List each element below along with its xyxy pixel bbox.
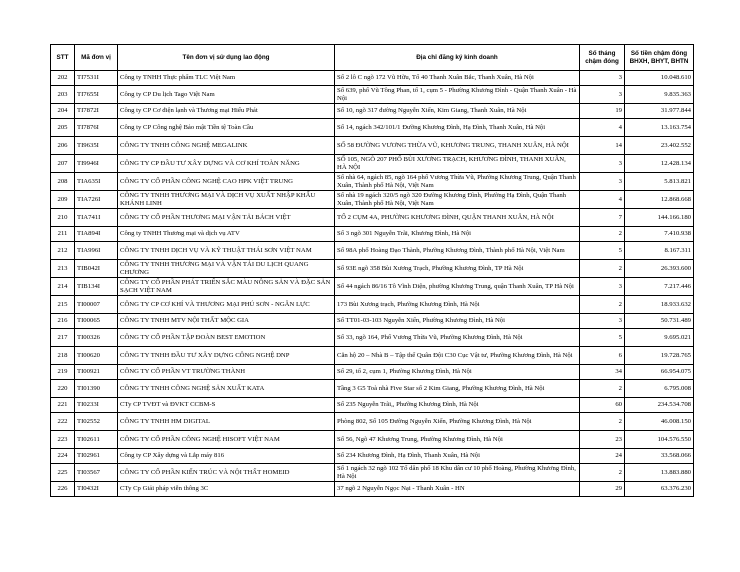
cell-unit-name: CÔNG TY CỔ PHẦN THƯƠNG MẠI VẬN TẢI BÁCH VIỆT: [118, 209, 335, 227]
cell-unit-code: TI00921: [75, 365, 118, 380]
cell-months-late: 14: [580, 137, 625, 155]
cell-stt: 223: [51, 431, 75, 449]
table-row: [51, 242, 694, 260]
debt-table-sheet: [50, 44, 693, 497]
table-row: [51, 347, 694, 365]
cell-amount-late: 46.008.150: [625, 413, 694, 431]
table-body: [51, 71, 694, 497]
table-row: [51, 431, 694, 449]
table-row: [51, 482, 694, 497]
table-row: [51, 380, 694, 398]
cell-amount-late: 19.728.765: [625, 347, 694, 365]
cell-unit-name: CÔNG TY CP ĐẦU TƯ XÂY DỰNG VÀ CƠ KHÍ TOÀN NĂNG: [118, 155, 335, 173]
cell-unit-code: TI01390: [75, 380, 118, 398]
cell-months-late: 3: [580, 173, 625, 191]
cell-address: 173 Bùi Xương trạch, Phường Khương Đình, Hà Nội: [335, 296, 580, 314]
cell-address: 37 ngõ 2 Nguyễn Ngọc Nại - Thanh Xuân - HN: [335, 482, 580, 497]
cell-unit-code: TIA741I: [75, 209, 118, 227]
cell-amount-late: 23.402.552: [625, 137, 694, 155]
cell-months-late: 23: [580, 431, 625, 449]
cell-address: Số 10, ngõ 317 đường Nguyễn Xiển, Kim Giang, Thanh Xuân, Hà Nội: [335, 104, 580, 119]
cell-months-late: 5: [580, 242, 625, 260]
cell-address: Số TT01-03-103 Nguyễn Xiển, Phường Khương Đình, Hà Nội: [335, 314, 580, 329]
cell-address: SỐ 105, NGÕ 207 PHỐ BÙI XƯƠNG TRẠCH, KHƯƠNG ĐÌNH, THANH XUÂN, HÀ NỘI: [335, 155, 580, 173]
cell-amount-late: 66.954.075: [625, 365, 694, 380]
cell-amount-late: 31.977.844: [625, 104, 694, 119]
cell-address: Số 93E ngõ 358 Bùi Xương Trạch, Phường Khương Đình, TP Hà Nội: [335, 260, 580, 278]
cell-unit-name: CÔNG TY TNHH CÔNG NGHỆ SẢN XUẤT KATA: [118, 380, 335, 398]
cell-address: TỔ 2 CỤM 4A, PHƯỜNG KHƯƠNG ĐÌNH, QUẬN THANH XUÂN, HÀ NỘI: [335, 209, 580, 227]
cell-unit-code: TI00065: [75, 314, 118, 329]
cell-address: Số nhà 19 ngách 320/5 ngõ 320 Đường Khương Đình, Phường Hạ Đình, Quận Thanh Xuân, Thành phố Hà Nội, Việt Nam: [335, 191, 580, 209]
cell-stt: 212: [51, 242, 75, 260]
cell-months-late: 6: [580, 347, 625, 365]
table-row: [51, 296, 694, 314]
cell-unit-code: TI0432I: [75, 482, 118, 497]
cell-stt: 219: [51, 365, 75, 380]
cell-amount-late: 13.163.754: [625, 119, 694, 137]
cell-address: Số 44 ngách 86/16 Tô Vĩnh Diện, phường Khương Trung, quận Thanh Xuân, TP Hà Nội: [335, 278, 580, 296]
cell-months-late: 3: [580, 155, 625, 173]
cell-stt: 214: [51, 278, 75, 296]
cell-months-late: 3: [580, 278, 625, 296]
cell-unit-name: CÔNG TY CỔ PHẦN VT TRƯỜNG THÀNH: [118, 365, 335, 380]
cell-unit-code: TIB042I: [75, 260, 118, 278]
cell-amount-late: 104.576.550: [625, 431, 694, 449]
cell-unit-code: TI02552: [75, 413, 118, 431]
cell-stt: 216: [51, 314, 75, 329]
cell-address: Số 639, phố Vũ Tông Phan, tổ 1, cụm 5 - Phường Khương Đình - Quận Thanh Xuân - Hà Nội: [335, 86, 580, 104]
cell-months-late: 7: [580, 209, 625, 227]
cell-stt: 222: [51, 413, 75, 431]
cell-address: Căn hộ 20 – Nhà B – Tập thể Quân Đội C30 Cục Vật tư, Phường Khương Đình, Hà Nội: [335, 347, 580, 365]
cell-unit-code: TI7876I: [75, 119, 118, 137]
cell-unit-name: CTy Cp Giải pháp viễn thông 3C: [118, 482, 335, 497]
cell-unit-code: TI7655I: [75, 86, 118, 104]
cell-unit-name: CÔNG TY TNHH DỊCH VỤ VÀ KỸ THUẬT THÁI SƠN VIỆT NAM: [118, 242, 335, 260]
cell-address: Số 33, ngõ 164, Phố Vương Thừa Vũ, Phường Khương Đình, Hà Nội: [335, 329, 580, 347]
cell-amount-late: 234.534.708: [625, 398, 694, 413]
cell-months-late: 2: [580, 296, 625, 314]
cell-months-late: 2: [580, 260, 625, 278]
cell-amount-late: 7.217.446: [625, 278, 694, 296]
table-row: [51, 413, 694, 431]
cell-stt: 220: [51, 380, 75, 398]
table-row: [51, 209, 694, 227]
cell-stt: 210: [51, 209, 75, 227]
cell-stt: 204: [51, 104, 75, 119]
cell-amount-late: 50.731.489: [625, 314, 694, 329]
table-row: [51, 227, 694, 242]
cell-unit-name: Công ty CP Xây dựng và Lắp máy 816: [118, 449, 335, 464]
cell-unit-name: CÔNG TY TNHH CÔNG NGHỆ MEGALINK: [118, 137, 335, 155]
cell-unit-name: CÔNG TY TNHH HM DIGITAL: [118, 413, 335, 431]
cell-amount-late: 9.695.021: [625, 329, 694, 347]
cell-unit-name: CÔNG TY CỔ PHẦN PHÁT TRIỂN SẮC MÀU NÔNG SẢN VÀ ĐẶC SẢN SẠCH VIỆT NAM: [118, 278, 335, 296]
table-row: [51, 191, 694, 209]
cell-unit-code: TI02961: [75, 449, 118, 464]
cell-stt: 215: [51, 296, 75, 314]
cell-months-late: 2: [580, 227, 625, 242]
cell-unit-name: CÔNG TY TNHH THƯƠNG MẠI VÀ DỊCH VỤ XUẤT NHẬP KHẨU KHÁNH LINH: [118, 191, 335, 209]
cell-unit-code: TIA635I: [75, 173, 118, 191]
cell-amount-late: 13.883.880: [625, 464, 694, 482]
header-amount: Số tiền chậm đóng BHXH, BHYT, BHTN: [625, 45, 694, 71]
table-row: [51, 398, 694, 413]
table-row: [51, 314, 694, 329]
table-row: [51, 119, 694, 137]
cell-address: Số 3 ngõ 301 Nguyễn Trãi, Khương Đình, Hà Nội: [335, 227, 580, 242]
cell-stt: 221: [51, 398, 75, 413]
cell-address: Số 14, ngách 342/101/1 Đường Khương Đình, Hạ Đình, Thanh Xuân, Hà Nội: [335, 119, 580, 137]
table-row: [51, 278, 694, 296]
cell-address: Phòng 802, Số 105 Đường Nguyễn Xiển, Phường Khương Đình, Hà Nội: [335, 413, 580, 431]
cell-stt: 225: [51, 464, 75, 482]
cell-stt: 202: [51, 71, 75, 86]
cell-months-late: 4: [580, 119, 625, 137]
cell-unit-name: CÔNG TY CỔ PHẦN CÔNG NGHỆ HISOFT VIỆT NAM: [118, 431, 335, 449]
cell-amount-late: 8.167.311: [625, 242, 694, 260]
cell-stt: 213: [51, 260, 75, 278]
header-code: Mã đơn vị: [75, 45, 118, 71]
cell-months-late: 2: [580, 413, 625, 431]
cell-amount-late: 7.410.938: [625, 227, 694, 242]
table-row: [51, 137, 694, 155]
cell-address: Số 98A phố Hoàng Đạo Thành, Phường Khương Đình, Thành phố Hà Nội, Việt Nam: [335, 242, 580, 260]
cell-unit-code: TI00007: [75, 296, 118, 314]
cell-unit-name: CÔNG TY CỔ PHẦN KIẾN TRÚC VÀ NỘI THẤT HOMEID: [118, 464, 335, 482]
cell-unit-code: TI7872I: [75, 104, 118, 119]
cell-amount-late: 144.166.180: [625, 209, 694, 227]
table-row: [51, 173, 694, 191]
cell-unit-code: TIA894I: [75, 227, 118, 242]
cell-unit-name: CÔNG TY CỔ PHẦN TẬP ĐOÀN BEST EMOTION: [118, 329, 335, 347]
table-row: [51, 104, 694, 119]
table-row: [51, 329, 694, 347]
cell-unit-code: TIA996I: [75, 242, 118, 260]
cell-address: Số 29, tổ 2, cụm 1, Phường Khương Đình, Hà Nội: [335, 365, 580, 380]
cell-amount-late: 10.048.610: [625, 71, 694, 86]
cell-address: Tầng 3 G5 Toà nhà Five Star số 2 Kim Giang, Phường Khương Đình, Hà Nội: [335, 380, 580, 398]
cell-months-late: 3: [580, 71, 625, 86]
cell-stt: 208: [51, 173, 75, 191]
cell-unit-code: TI02611: [75, 431, 118, 449]
cell-unit-name: CÔNG TY CP CƠ KHÍ VÀ THƯƠNG MẠI PHÚ SƠN - NGÂN LỰC: [118, 296, 335, 314]
cell-address: Số 1 ngách 32 ngõ 102 Tổ dân phố 18 Khu dân cư 10 phố Hoàng, Phường Khương Đình, Hà Nội: [335, 464, 580, 482]
cell-stt: 203: [51, 86, 75, 104]
cell-stt: 209: [51, 191, 75, 209]
cell-months-late: 24: [580, 449, 625, 464]
cell-months-late: 4: [580, 191, 625, 209]
cell-unit-code: TI00326: [75, 329, 118, 347]
header-row: [51, 45, 694, 71]
cell-unit-code: TI9635I: [75, 137, 118, 155]
cell-unit-name: Công ty CP Công nghệ Bảo mật Tiền tệ Toàn Cầu: [118, 119, 335, 137]
cell-stt: 205: [51, 119, 75, 137]
table-row: [51, 464, 694, 482]
cell-unit-name: CTy CP TVĐT và ĐVKT CCBM-S: [118, 398, 335, 413]
table-row: [51, 260, 694, 278]
cell-amount-late: 26.393.600: [625, 260, 694, 278]
cell-months-late: 60: [580, 398, 625, 413]
cell-amount-late: 63.376.230: [625, 482, 694, 497]
cell-unit-name: Công ty CP Du lịch Tago Việt Nam: [118, 86, 335, 104]
header-address: Địa chỉ đăng ký kinh doanh: [335, 45, 580, 71]
cell-address: Số 235 Nguyễn Trãi,, Phường Khương Đình, Hà Nội: [335, 398, 580, 413]
cell-address: Số 2 lô C ngõ 172 Vũ Hữu, Tổ 40 Thanh Xuân Bắc, Thanh Xuân, Hà Nội: [335, 71, 580, 86]
cell-address: Số nhà 64, ngách 85, ngõ 164 phố Vương Thừa Vũ, Phường Khương Trung, Quận Thanh Xuân, Thành phố Hà Nội, Việt Nam: [335, 173, 580, 191]
cell-unit-name: Công ty TNHH Thực phẩm TLC Việt Nam: [118, 71, 335, 86]
table-row: [51, 86, 694, 104]
cell-months-late: 34: [580, 365, 625, 380]
cell-unit-name: CÔNG TY TNHH THƯƠNG MẠI VÀ VẬN TẢI DU LỊCH QUANG CHƯƠNG: [118, 260, 335, 278]
cell-months-late: 19: [580, 104, 625, 119]
cell-months-late: 3: [580, 86, 625, 104]
cell-amount-late: 12.868.668: [625, 191, 694, 209]
table-row: [51, 449, 694, 464]
late-payment-table: [50, 44, 694, 497]
cell-amount-late: 5.813.821: [625, 173, 694, 191]
table-row: [51, 155, 694, 173]
cell-months-late: 29: [580, 482, 625, 497]
cell-unit-name: CÔNG TY CỔ PHẦN CÔNG NGHỆ CAO HPK VIỆT TRUNG: [118, 173, 335, 191]
cell-months-late: 3: [580, 314, 625, 329]
cell-unit-code: TI00620: [75, 347, 118, 365]
cell-address: SỐ 58 ĐƯỜNG VƯƠNG THỪA VŨ, KHƯƠNG TRUNG, THANH XUÂN, HÀ NỘI: [335, 137, 580, 155]
cell-unit-name: CÔNG TY TNHH MTV NỘI THẤT MỘC GIA: [118, 314, 335, 329]
cell-amount-late: 18.933.632: [625, 296, 694, 314]
cell-stt: 211: [51, 227, 75, 242]
cell-months-late: 2: [580, 380, 625, 398]
cell-months-late: 5: [580, 329, 625, 347]
cell-stt: 207: [51, 155, 75, 173]
table-row: [51, 71, 694, 86]
cell-unit-code: TI9946I: [75, 155, 118, 173]
cell-amount-late: 12.428.134: [625, 155, 694, 173]
cell-unit-code: TIA726I: [75, 191, 118, 209]
cell-amount-late: 6.795.008: [625, 380, 694, 398]
cell-stt: 224: [51, 449, 75, 464]
cell-amount-late: 33.568.066: [625, 449, 694, 464]
cell-unit-name: Công ty TNHH Thương mại và dịch vụ ATV: [118, 227, 335, 242]
cell-stt: 217: [51, 329, 75, 347]
cell-unit-code: TI7531I: [75, 71, 118, 86]
cell-address: Số 56, Ngõ 47 Khương Trung, Phường Khương Đình, Hà Nội: [335, 431, 580, 449]
cell-address: Số 234 Khương Đình, Hạ Đình, Thanh Xuân, Hà Nội: [335, 449, 580, 464]
header-stt: STT: [51, 45, 75, 71]
table-row: [51, 365, 694, 380]
cell-unit-name: Công ty CP Cơ điện lạnh và Thương mại Hiếu Phát: [118, 104, 335, 119]
cell-unit-code: TI03567: [75, 464, 118, 482]
cell-stt: 226: [51, 482, 75, 497]
cell-unit-code: TI0233I: [75, 398, 118, 413]
cell-amount-late: 9.835.363: [625, 86, 694, 104]
cell-stt: 218: [51, 347, 75, 365]
cell-months-late: 2: [580, 464, 625, 482]
header-months: Số tháng chậm đóng: [580, 45, 625, 71]
cell-unit-name: CÔNG TY TNHH ĐẦU TƯ XÂY DỰNG CÔNG NGHỆ DNP: [118, 347, 335, 365]
cell-unit-code: TIB134I: [75, 278, 118, 296]
cell-stt: 206: [51, 137, 75, 155]
header-name: Tên đơn vị sử dụng lao động: [118, 45, 335, 71]
